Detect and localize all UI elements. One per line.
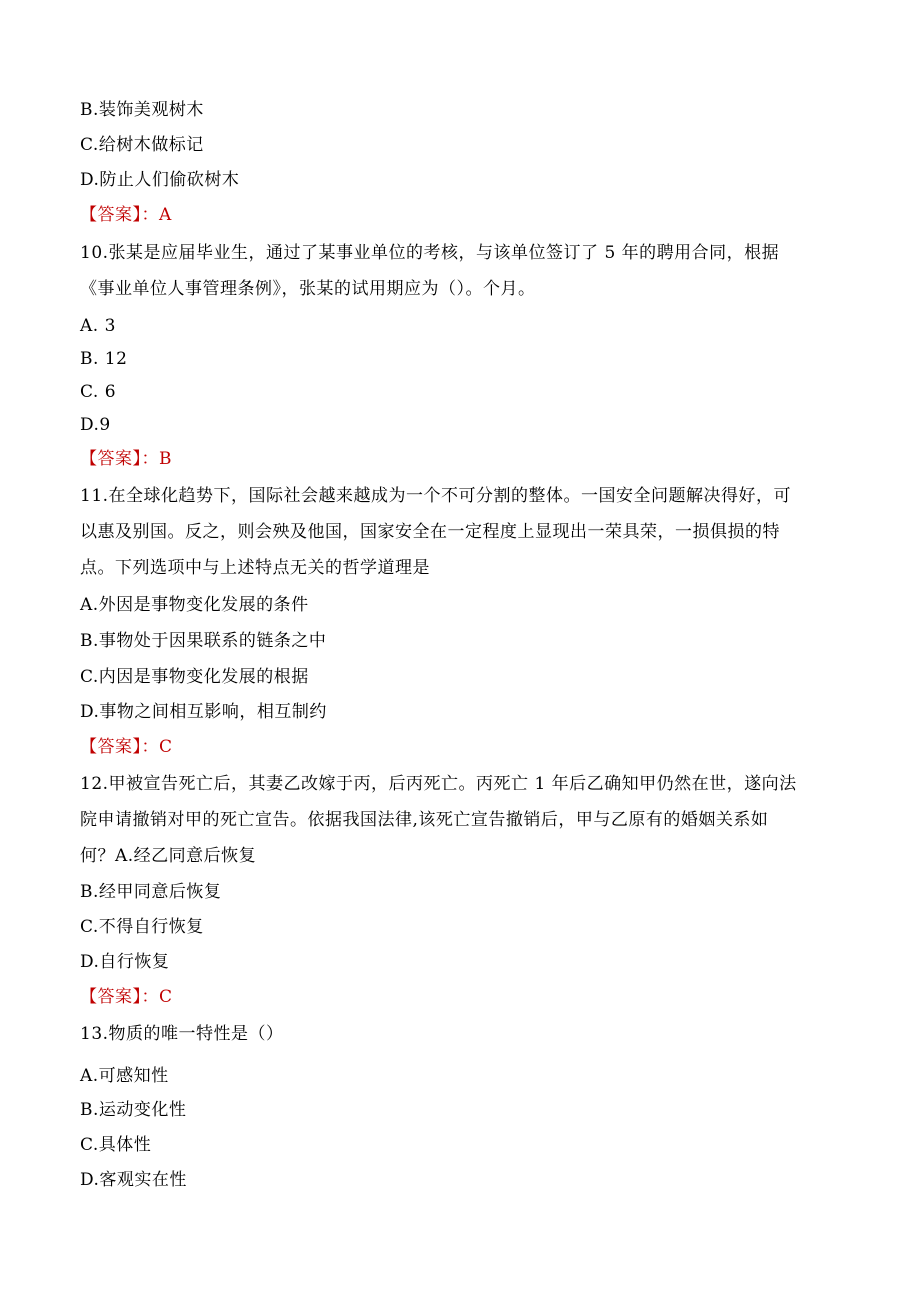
q12-answer-value: C: [159, 987, 173, 1007]
q13-option-a: A.可感知性: [80, 1066, 169, 1086]
q10-option-b: B. 12: [80, 349, 128, 369]
q12-stem-line-1: 12.甲被宣告死亡后，其妻乙改嫁于丙，后丙死亡。丙死亡 1 年后乙确知甲仍然在世，遂向法: [80, 774, 797, 794]
q11-stem-line-3: 点。下列选项中与上述特点无关的哲学道理是: [80, 558, 430, 578]
q12-option-d: D.自行恢复: [80, 952, 170, 972]
q10-answer-label: 【答案】：: [80, 449, 159, 469]
q10-option-c: C. 6: [80, 382, 117, 402]
q9-option-d: D.防止人们偷砍树木: [80, 170, 240, 190]
q11-option-d: D.事物之间相互影响，相互制约: [80, 702, 327, 722]
q10-answer: [80, 448, 172, 470]
q9-option-b: B.装饰美观树木: [80, 100, 204, 120]
q11-stem-line-1: 11.在全球化趋势下，国际社会越来越成为一个不可分割的整体。一国安全问题解决得好，可: [80, 486, 792, 506]
q10-answer-value: B: [159, 449, 172, 469]
q11-answer-value: C: [159, 737, 173, 757]
q11-stem-line-2: 以惠及别国。反之，则会殃及他国，国家安全在一定程度上显现出一荣具荣，一损俱损的特: [80, 522, 780, 542]
q11-option-a: A.外因是事物变化发展的条件: [80, 595, 309, 615]
q11-option-b: B.事物处于因果联系的链条之中: [80, 631, 327, 651]
q9-option-c: C.给树木做标记: [80, 135, 204, 155]
q13-option-d: D.客观实在性: [80, 1170, 187, 1190]
q10-option-a: A. 3: [80, 316, 116, 336]
q13-option-c: C.具体性: [80, 1135, 152, 1155]
q11-option-c: C.内因是事物变化发展的根据: [80, 667, 309, 687]
q9-answer-label: 【答案】：: [80, 205, 159, 225]
q11-answer-label: 【答案】：: [80, 737, 159, 757]
q12-option-b: B.经甲同意后恢复: [80, 882, 222, 902]
q10-stem-line-1: 10.张某是应届毕业生，通过了某事业单位的考核，与该单位签订了 5 年的聘用合同，根据: [80, 243, 780, 263]
q12-stem-line-3: 何？A.经乙同意后恢复: [80, 846, 257, 866]
q12-answer: [80, 986, 173, 1008]
q9-answer-value: A: [159, 205, 172, 225]
q10-stem-line-2: 《事业单位人事管理条例》，张某的试用期应为（）。个月。: [80, 279, 536, 299]
q13-stem-line-1: 13.物质的唯一特性是（）: [80, 1024, 284, 1044]
q12-answer-label: 【答案】：: [80, 987, 159, 1007]
q9-answer: [80, 204, 172, 226]
q13-option-b: B.运动变化性: [80, 1100, 187, 1120]
q12-option-c: C.不得自行恢复: [80, 917, 204, 937]
q12-stem-line-2: 院申请撤销对甲的死亡宣告。依据我国法律,该死亡宣告撤销后，甲与乙原有的婚姻关系如: [80, 810, 769, 830]
q10-option-d: D.9: [80, 415, 111, 435]
q11-answer: [80, 736, 173, 758]
